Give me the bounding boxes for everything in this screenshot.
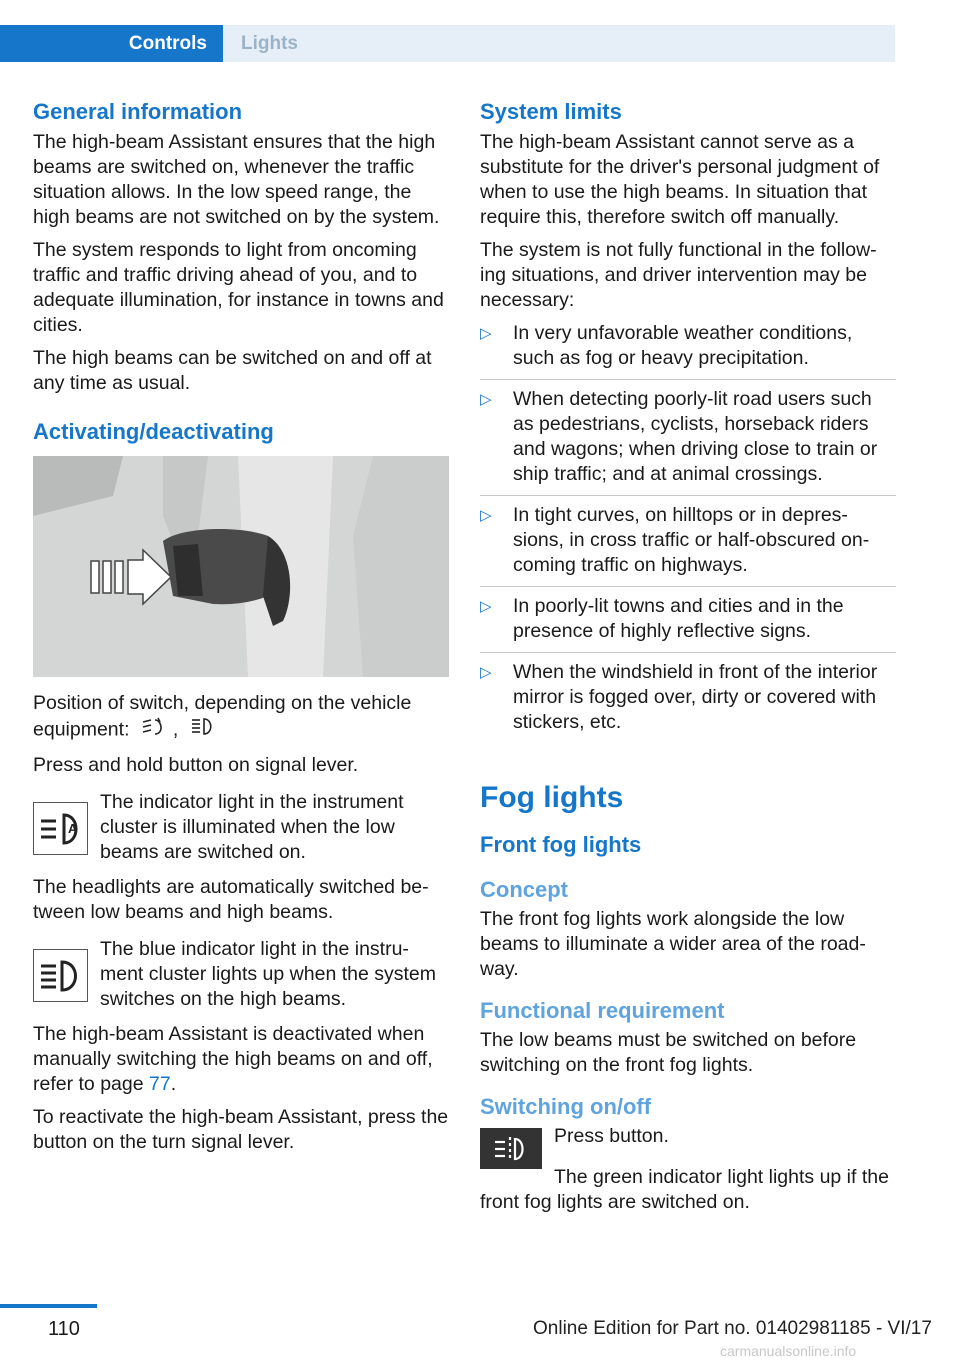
deactivated-text-body: The high-beam Assistant is deactivated when manually switching the high beams on and off, refer to page (33, 1023, 433, 1096)
tab-lights[interactable]: Lights (223, 25, 895, 62)
page-number: 110 (48, 1318, 80, 1340)
functional-requirement-heading: Functional requirement (480, 998, 725, 1024)
high-beam-indicator-icon (33, 949, 88, 1002)
period: . (170, 1073, 177, 1096)
limits-list (480, 321, 896, 743)
triangle-bullet-icon: ▷ (480, 664, 492, 682)
indicator-high-beam-row (33, 937, 449, 1012)
list-item (480, 594, 896, 653)
system-limits-heading: System limits (480, 99, 622, 124)
activating-heading: Activating/deactivating (33, 419, 274, 445)
press-hold-text: Press and hold button on signal lever. (33, 754, 359, 777)
list-item (480, 503, 896, 587)
functional-requirement-text: The low beams must be switched on before switching on the front fog lights. (480, 1029, 857, 1077)
switch-caption-text: Position of switch, depending on the vehicle equipment: (33, 692, 412, 742)
auto-switch-text: The headlights are automatically switched be‐tween low beams and high beams. (33, 876, 429, 924)
svg-text:A: A (67, 820, 77, 836)
triangle-bullet-icon: ▷ (480, 391, 492, 409)
footer-accent-line (0, 1304, 97, 1308)
left-column (33, 100, 449, 1163)
list-item-text: In very unfavorable weather conditions, such as fog or heavy precipitation. (513, 322, 853, 370)
header-tabs (0, 25, 895, 62)
front-fog-lights-heading: Front fog lights (480, 832, 642, 858)
list-item-text: When detecting poorly-lit road users such as pedestrians, cyclists, horseback riders and wagons; when driving close to train or ship traffic; and at animal crossings. (513, 388, 878, 486)
reactivate-text: To reactivate the high-beam Assistant, press the button on the turn signal lever. (33, 1106, 449, 1154)
fog-lights-heading: Fog lights (480, 781, 624, 815)
green-indicator-text: The green indicator light lights up if the front fog lights are switched on. (480, 1166, 889, 1214)
limits-paragraph-2: The system is not fully functional in the follow‐ing situations, and driver intervention may be necessary: (480, 239, 877, 312)
switch-illustration (33, 456, 449, 677)
triangle-bullet-icon: ▷ (480, 598, 492, 616)
front-fog-light-button-icon (480, 1128, 542, 1169)
fog-button-row (480, 1124, 896, 1169)
concept-heading: Concept (480, 877, 568, 903)
indicator-high-beam-text: The blue indicator light in the instru‐ment cluster lights up when the system switches on the high beams. (100, 938, 436, 1011)
general-paragraph-2: The system responds to light from oncoming traffic and traffic driving ahead of you, and to adequate illumination, for instance in towns and cities. (33, 239, 444, 337)
deactivated-text (33, 1022, 449, 1097)
general-paragraph-3: The high beams can be switched on and off at any time as usual. (33, 347, 432, 395)
page-77-link[interactable]: 77 (149, 1073, 171, 1096)
high-beam-assistant-icon (141, 716, 167, 745)
general-paragraph-1: The high-beam Assistant ensures that the high beams are switched on, whenever the traffic situation allows. In the low speed range, the high beams are not switched on by the system. (33, 131, 440, 229)
press-button-text: Press button. (554, 1125, 669, 1148)
list-item (480, 387, 896, 496)
triangle-bullet-icon: ▷ (480, 325, 492, 343)
list-item-text: In poorly-lit towns and cities and in the presence of highly reflective signs. (513, 595, 844, 643)
caption-separator: , (172, 719, 179, 742)
switching-heading: Switching on/off (480, 1094, 652, 1120)
concept-text: The front fog lights work alongside the low beams to illuminate a wider area of the road‐way. (480, 908, 866, 981)
triangle-bullet-icon: ▷ (480, 507, 492, 525)
list-item-text: When the windshield in front of the interior mirror is fogged over, dirty or covered with stickers, etc. (513, 661, 878, 734)
general-information-heading: General information (33, 99, 243, 124)
indicator-low-beam-text: The indicator light in the instrument cluster is illuminated when the low beams are switched on. (100, 791, 404, 864)
edition-text: Online Edition for Part no. 01402981185 - VI/17 (533, 1318, 932, 1339)
watermark: carmanualsonline.info (720, 1343, 857, 1359)
list-item (480, 321, 896, 380)
signal-lever-illustration (33, 456, 449, 677)
high-beam-icon (190, 716, 216, 745)
switch-position-caption (33, 691, 449, 745)
right-column (480, 100, 896, 1223)
list-item (480, 660, 896, 743)
indicator-low-beam-row (33, 790, 449, 865)
fog-button-text (554, 1124, 669, 1153)
limits-paragraph-1: The high-beam Assistant cannot serve as a substitute for the driver's personal judgment of when to use the high beams. In situation that require this, therefore switch off manually. (480, 131, 880, 229)
list-item-text: In tight curves, on hilltops or in depres‐sions, in cross traffic or half-obscured on‐coming traffic on highways. (513, 504, 870, 577)
low-beam-assistant-indicator-icon (33, 802, 88, 855)
tab-controls[interactable]: Controls (0, 25, 223, 62)
